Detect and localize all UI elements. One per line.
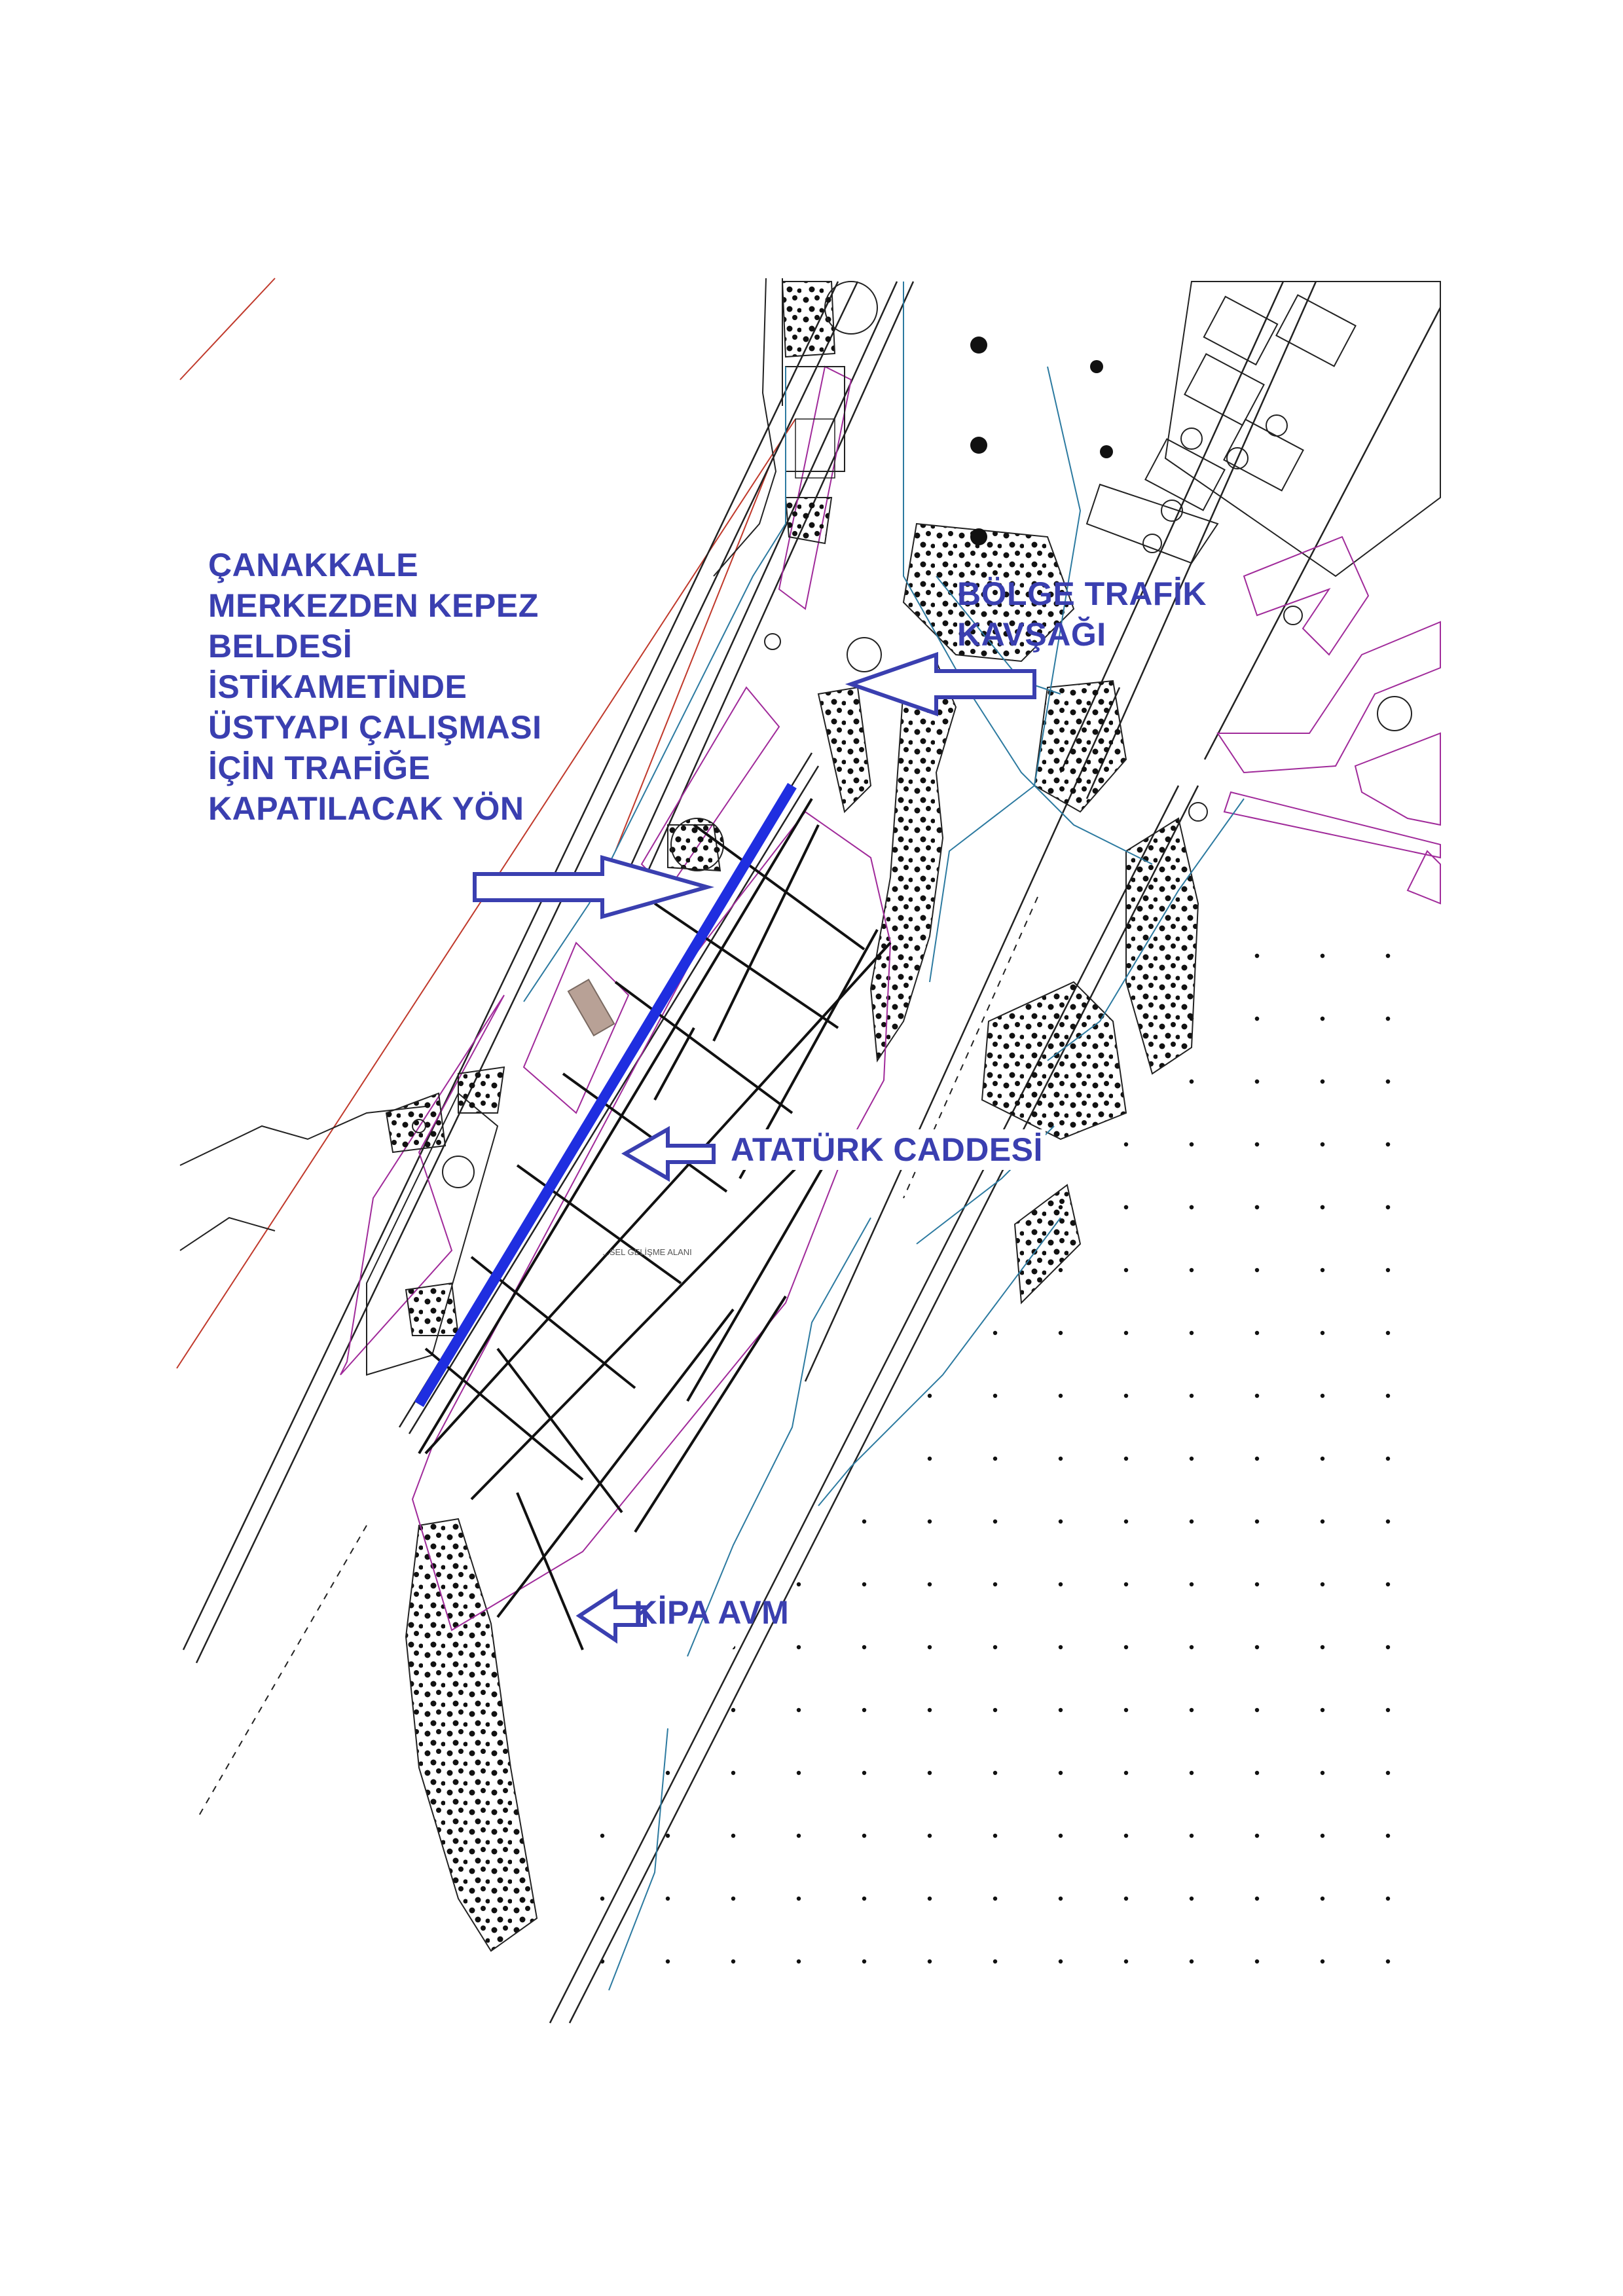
closure-note-line: KAPATILACAK YÖN [208, 790, 524, 827]
survey-points [970, 337, 1113, 545]
kipa-avm-parcel [412, 799, 890, 1650]
parcel-outlines-right [1218, 537, 1440, 903]
junction-label [957, 574, 1207, 655]
closure-note-line: ÇANAKKALE [208, 547, 419, 583]
street-label: ATATÜRK CADDESİ [728, 1129, 1046, 1170]
mall-label: KİPA AVM [634, 1594, 790, 1631]
closure-note-line: BELDESİ [208, 628, 353, 665]
parcel-note: ...SEL GELİŞME ALANI [602, 1247, 692, 1257]
small-building [568, 979, 614, 1036]
closure-note-line: MERKEZDEN KEPEZ [208, 587, 539, 624]
left-parcels [340, 367, 851, 1375]
junction-label-line: KAVŞAĞI [957, 616, 1106, 653]
closure-note [208, 545, 542, 829]
closure-note-line: İSTİKAMETİNDE [208, 668, 467, 705]
closure-note-line: İÇİN TRAFİĞE [208, 750, 431, 786]
closure-note-line: ÜSTYAPI ÇALIŞMASI [208, 709, 542, 746]
junction-label-line: BÖLGE TRAFİK [957, 575, 1207, 612]
